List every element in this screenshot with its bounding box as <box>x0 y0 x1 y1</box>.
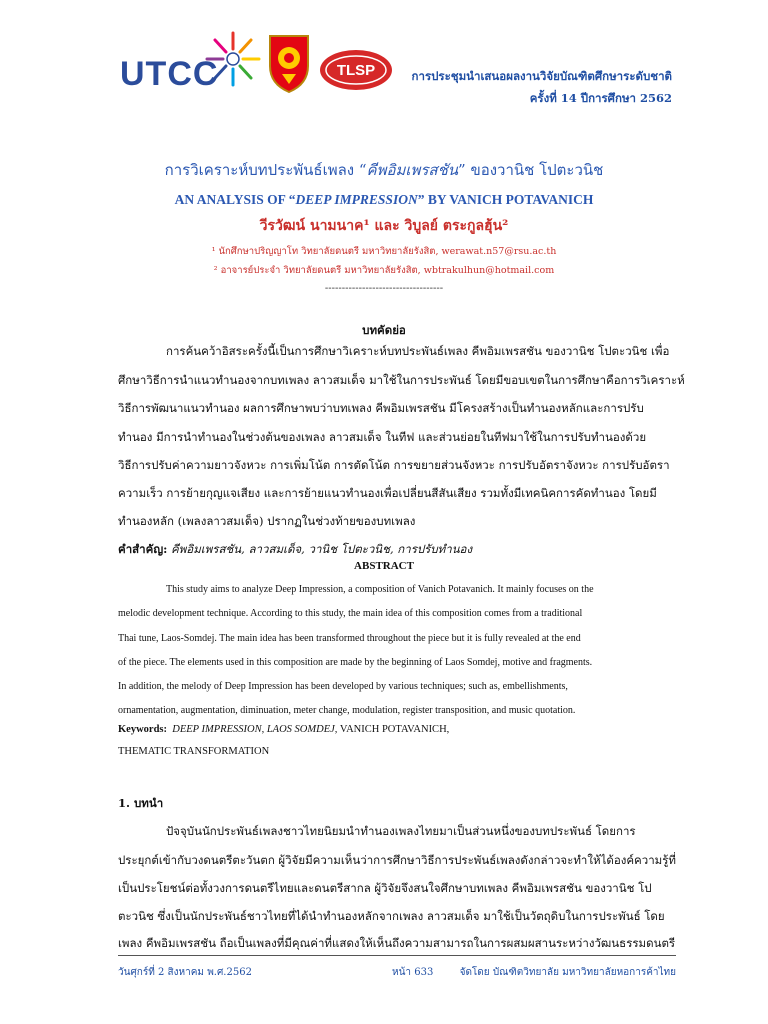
english-keywords-tail: VANICH POTAVANICH, <box>337 724 450 735</box>
english-title-italic: DEEP IMPRESSION <box>295 192 418 207</box>
thai-abstract-line: การค้นคว้าอิสระครั้งนี้เป็นการศึกษาวิเคราะห์บทประพันธ์เพลง คีพอิมเพรสชัน ของวานิช โปตะวนิช เพื่อ <box>166 344 670 358</box>
introduction-heading: 1. บทนำ <box>118 796 164 810</box>
thai-keywords-text: คีพอิมเพรสชัน, ลาวสมเด็จ, วานิช โปตะวนิช, การปรับทำนอง <box>171 542 473 556</box>
thai-title-italic: คีพอิมเพรสชัน <box>366 161 459 179</box>
thai-abstract-line: ศึกษาวิธีการนำแนวทำนองจากบทเพลง ลาวสมเด็จ มาใช้ในการประพันธ์ โดยมีขอบเขตในการศึกษาคือการวิเคราะห์ <box>118 373 685 387</box>
divider: ----------------------------------- <box>324 283 444 294</box>
thai-title-suffix: ” ของวานิช โปตะวนิช <box>458 161 604 179</box>
footer-date: วันศุกร์ที่ 2 สิงหาคม พ.ศ.2562 <box>118 967 252 978</box>
utcc-logo: UTCC <box>120 55 219 93</box>
introduction-line: ตะวนิช ซึ่งเป็นนักประพันธ์ชาวไทยที่ได้นำทำนองหลักจากเพลง ลาวสมเด็จ มาใช้เป็นวัตถุดิบในการประพันธ์ โดย <box>118 909 665 923</box>
affiliation-2: ² อาจารย์ประจำ วิทยาลัยดนตรี มหาวิทยาลัยรังสิต, wbtrakulhun@hotmail.com <box>213 265 555 276</box>
thai-abstract-line: วิธีการปรับค่าความยาวจังหวะ การเพิ่มโน้ต การตัดโน้ต การขยายส่วนจังหวะ การปรับอัตราจังหวะ การปรับอัตรา <box>118 458 670 472</box>
english-title-suffix: ” BY VANICH POTAVANICH <box>417 192 594 207</box>
thai-abstract-heading: บทคัดย่อ <box>362 323 406 337</box>
english-keywords <box>118 724 449 735</box>
conference-edition: ครั้งที่ 14 ปีการศึกษา 2562 <box>529 91 672 105</box>
english-abstract-line: In addition, the melody of Deep Impression has been developed by various techniques; such as, embellishments, <box>118 681 568 692</box>
faculty-crest-logo <box>262 30 316 94</box>
english-abstract-line: melodic development technique. According to this study, the main idea of this composition comes from a traditional <box>118 608 583 619</box>
english-abstract-line: ornamentation, augmentation, diminuation, meter change, modulation, register transposition, and music quotation. <box>118 705 576 716</box>
introduction-line: ปัจจุบันนักประพันธ์เพลงชาวไทยนิยมนำทำนองเพลงไทยมาเป็นส่วนหนึ่งของบทประพันธ์ โดยการ <box>166 824 636 838</box>
footer-page-number: หน้า 633 <box>392 967 434 978</box>
english-abstract-heading: ABSTRACT <box>354 560 414 572</box>
thai-keywords-label: คำสำคัญ: <box>118 542 168 556</box>
thai-title <box>0 158 768 182</box>
affiliation-1: ¹ นักศึกษาปริญญาโท วิทยาลัยดนตรี มหาวิทยาลัยรังสิต, werawat.n57@rsu.ac.th <box>211 246 557 257</box>
english-title <box>0 192 768 208</box>
english-abstract-line: This study aims to analyze Deep Impression, a composition of Vanich Potavanich. It mainly focuses on the <box>166 584 594 595</box>
authors: วีรวัฒน์ นามนาค¹ และ วิบูลย์ ตระกูลฮุ้น² <box>259 218 509 234</box>
thai-abstract-line: ทำนองหลัก (เพลงลาวสมเด็จ) ปรากฏในช่วงท้ายของบทเพลง <box>118 514 416 528</box>
conference-name: การประชุมนำเสนอผลงานวิจัยบัณฑิตศึกษาระดับชาติ <box>411 69 672 83</box>
thai-abstract-line: ทำนอง มีการนำทำนองในช่วงต้นของเพลง ลาวสมเด็จ ในทีฟ และส่วนย่อยในทีฟมาใช้ในการปรับทำนองด้วย <box>118 430 647 444</box>
introduction-line: เพลง คีพอิมเพรสชัน ถือเป็นเพลงที่มีคุณค่าที่แสดงให้เห็นถึงความสามารถในการผสมผสานระหว่างวัฒนธรรมดนตรี <box>118 936 676 950</box>
english-keywords-italic: DEEP IMPRESSION, LAOS SOMDEJ, <box>172 724 338 735</box>
thai-keywords <box>118 544 673 556</box>
thai-abstract-line: วิธีการพัฒนาแนวทำนอง ผลการศึกษาพบว่าบทเพลง คีพอิมเพรสชัน มีโครงสร้างเป็นทำนองหลักและการปรับ <box>118 401 644 415</box>
footer-organizer: จัดโดย บัณฑิตวิทยาลัย มหาวิทยาลัยหอการค้าไทย <box>459 967 676 978</box>
tlsp-logo-text: TLSP <box>336 62 376 79</box>
tlsp-logo <box>316 44 396 96</box>
thai-title-prefix: การวิเคราะห์บทประพันธ์เพลง “ <box>164 161 367 179</box>
english-abstract-line: Thai tune, Laos-Somdej. The main idea has been transformed throughout the piece but it is fully revealed at the end <box>118 633 581 644</box>
thai-abstract-line: ความเร็ว การย้ายกุญแจเสียง และการย้ายแนวทำนองเพื่อเปลี่ยนสีสันเสียง รวมทั้งมีเทคนิคการคัดทำนอง โดยมี <box>118 486 657 500</box>
english-abstract-line: of the piece. The elements used in this composition are made by the beginning of Laos Somdej, motive and fragments. <box>118 657 593 668</box>
footer-rule <box>118 955 676 956</box>
university-flower-logo <box>204 28 262 90</box>
english-keywords-label: Keywords: <box>118 724 167 735</box>
english-keywords-line-2: THEMATIC TRANSFORMATION <box>118 746 270 757</box>
introduction-line: ประยุกต์เข้ากับวงดนตรีตะวันตก ผู้วิจัยมีความเห็นว่าการศึกษาวิธีการประพันธ์เพลงดังกล่าวจะทำให้ได้องค์ความรู้ที่ <box>118 853 676 867</box>
english-title-prefix: AN ANALYSIS OF “ <box>174 192 296 207</box>
introduction-line: เป็นประโยชน์ต่อทั้งวงการดนตรีไทยและดนตรีสากล ผู้วิจัยจึงสนใจศึกษาบทเพลง คีพอิมเพรสชัน ของวานิช โป <box>118 881 652 895</box>
